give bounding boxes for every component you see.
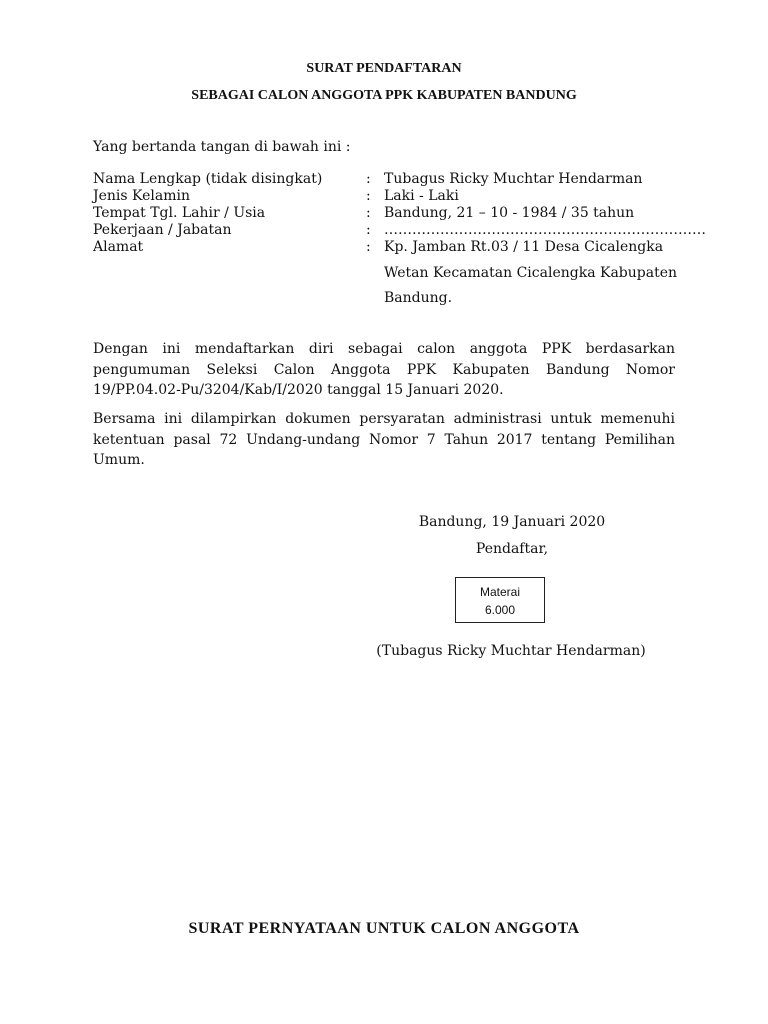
field-colon: : <box>366 171 371 187</box>
field-colon: : <box>366 188 371 204</box>
field-colon: : <box>366 222 371 238</box>
field-label: Nama Lengkap (tidak disingkat) <box>93 171 323 187</box>
field-label: Jenis Kelamin <box>93 188 190 204</box>
intro-text: Yang bertanda tangan di bawah ini : <box>93 139 351 155</box>
field-colon: : <box>366 239 371 255</box>
signature-role: Pendaftar, <box>475 541 549 557</box>
body-paragraph-2: Bersama ini dilampirkan dokumen persyaratan administrasi untuk memenuhi ketentuan pasal 72 Undang-undang Nomor 7 Tahun 2017 tentang Pemilihan Umum. <box>93 411 675 468</box>
signature-name: (Tubagus Ricky Muchtar Hendarman) <box>376 643 646 659</box>
field-value: Kp. Jamban Rt.03 / 11 Desa Cicalengka <box>384 239 664 255</box>
field-label: Tempat Tgl. Lahir / Usia <box>93 205 266 221</box>
field-colon: : <box>366 205 371 221</box>
document-subtitle: SEBAGAI CALON ANGGOTA PPK KABUPATEN BANDUNG <box>191 88 577 103</box>
field-value: Bandung, 21 – 10 - 1984 / 35 tahun <box>384 205 635 221</box>
address-line-3: Bandung. <box>384 290 453 306</box>
stamp-box <box>455 577 545 623</box>
field-value: Tubagus Ricky Muchtar Hendarman <box>384 171 643 187</box>
field-value: Laki - Laki <box>384 188 459 204</box>
document-title: SURAT PENDAFTARAN <box>306 61 462 76</box>
field-value: …………………………………………………………… <box>384 222 706 238</box>
body-paragraph-1: Dengan ini mendaftarkan diri sebagai calon anggota PPK berdasarkan pengumuman Seleksi Calon Anggota PPK Kabupaten Bandung Nomor 19/PP.04.02-Pu/3204/Kab/I/2020 tanggal 15 Januari 2020. <box>93 341 675 398</box>
stamp-label: Materai <box>479 585 520 599</box>
stamp-value: 6.000 <box>484 603 516 617</box>
signature-place-date: Bandung, 19 Januari 2020 <box>418 514 606 530</box>
field-label: Alamat <box>93 239 144 255</box>
next-section-title: SURAT PERNYATAAN UNTUK CALON ANGGOTA <box>188 920 580 937</box>
address-line-2: Wetan Kecamatan Cicalengka Kabupaten <box>384 265 678 281</box>
field-label: Pekerjaan / Jabatan <box>93 222 232 238</box>
